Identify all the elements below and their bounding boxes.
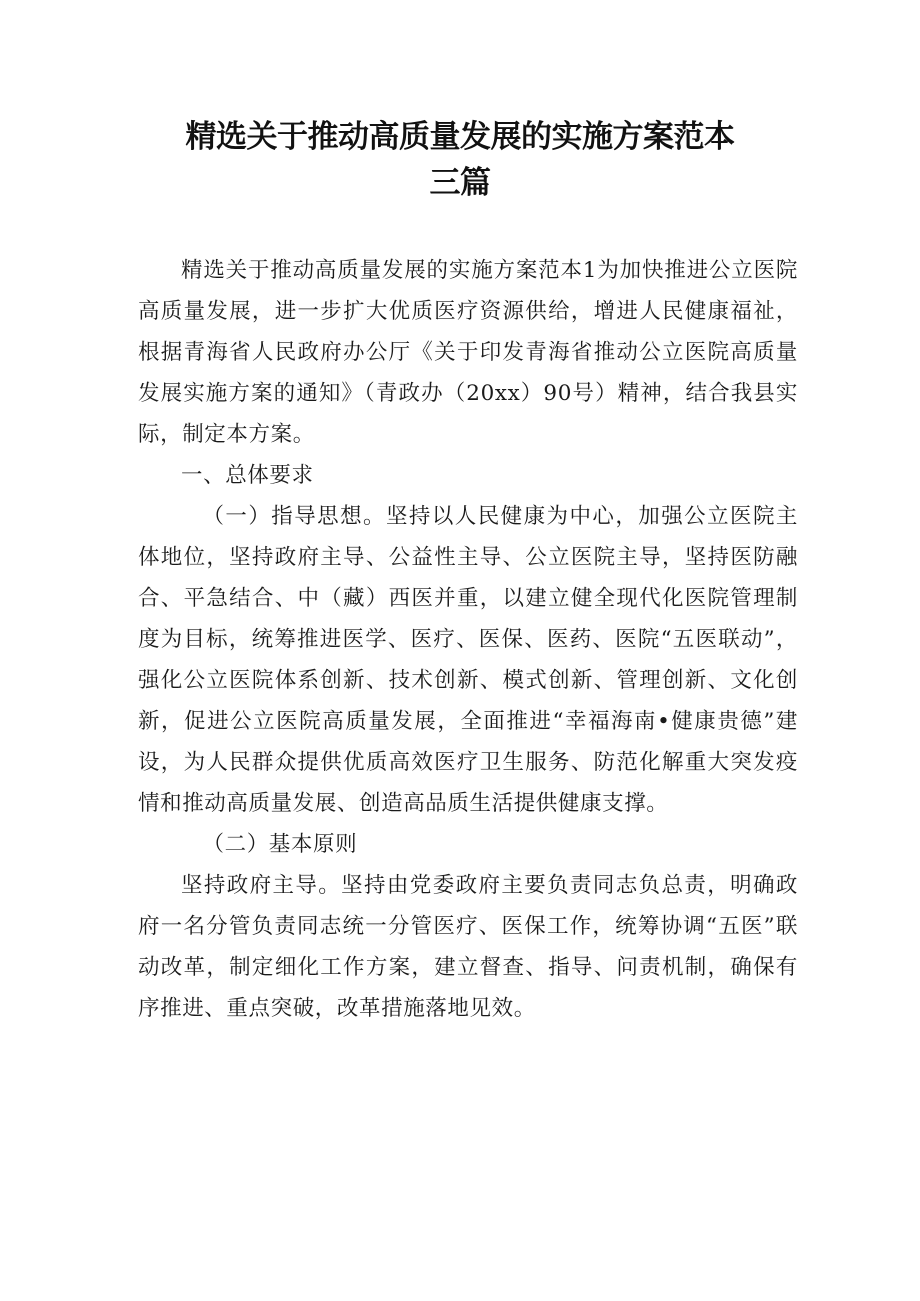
paragraph-government-leadership: 坚持政府主导。坚持由党委政府主要负责同志负总责，明确政府一名分管负责同志统一分管医疗、医保工作，统筹协调“五医”联动改革，制定细化工作方案，建立督查、指导、问责机制，确保有序推进、重点突破，改革措施落地见效。: [138, 873, 798, 1021]
document-title-line-2: 三篇: [429, 165, 491, 201]
paragraph-intro: 精选关于推动高质量发展的实施方案范本1为加快推进公立医院高质量发展，进一步扩大优质医疗资源供给，增进人民健康福祉，根据青海省人民政府办公厅《关于印发青海省推动公立医院高质量发展实施方案的通知》（青政办（20xx）90号）精神，结合我县实际，制定本方案。: [138, 258, 798, 447]
document-body: [138, 250, 798, 1029]
document-title-line-1: 精选关于推动高质量发展的实施方案范本: [185, 119, 735, 155]
paragraph-guiding-ideology: （一）指导思想。坚持以人民健康为中心，加强公立医院主体地位，坚持政府主导、公益性主导、公立医院主导，坚持医防融合、平急结合、中（藏）西医并重，以建立健全现代化医院管理制度为目标，统筹推进医学、医疗、医保、医药、医院“五医联动”，强化公立医院体系创新、技术创新、模式创新、管理创新、文化创新，促进公立医院高质量发展，全面推进“幸福海南•健康贵德”建设，为人民群众提供优质高效医疗卫生服务、防范化解重大突发疫情和推动高质量发展、创造高品质生活提供健康支撑。: [138, 504, 798, 816]
section-heading-general-requirements: 一、总体要求: [181, 463, 314, 488]
subheading-basic-principles: （二）基本原则: [202, 832, 358, 857]
